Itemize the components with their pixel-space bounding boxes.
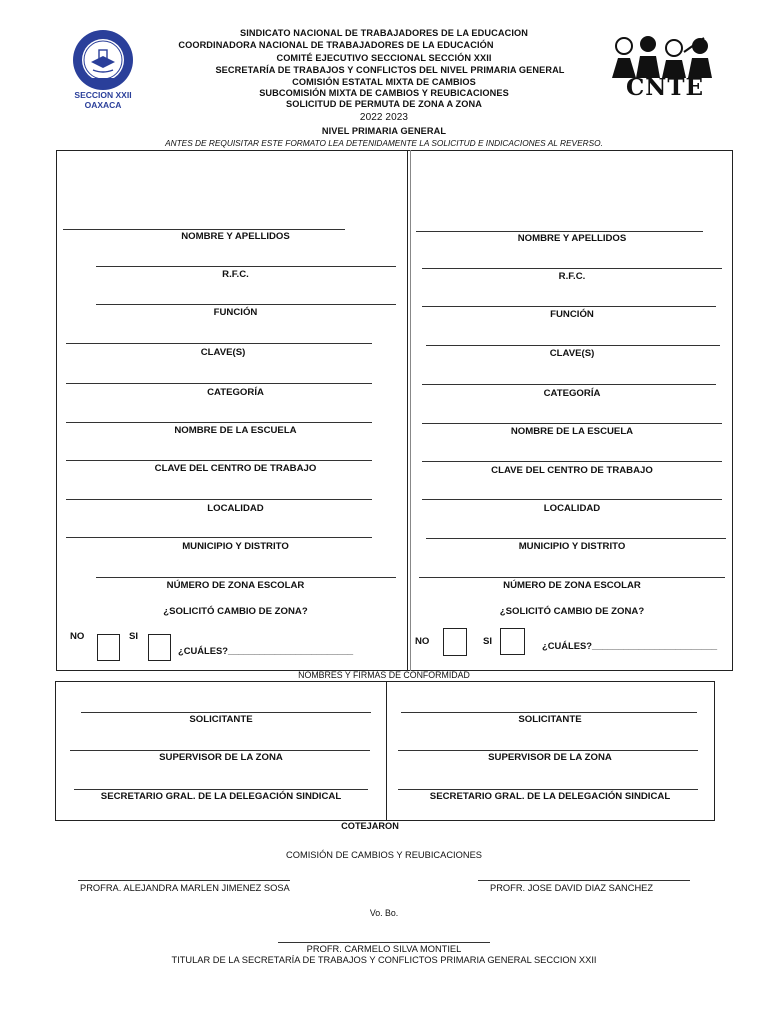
left-clave-field[interactable] <box>66 343 372 344</box>
signer-bottom-name: PROFR. CARMELO SILVA MONTIEL <box>306 944 462 954</box>
right-escuela-label: NOMBRE DE LA ESCUELA <box>510 426 634 437</box>
cotejaron-label: COTEJARON <box>341 821 399 831</box>
right-zona-field[interactable] <box>419 577 725 578</box>
header-line-2: COORDINADORA NACIONAL DE TRABAJADORES DE LA EDUCACIÓN <box>178 40 494 50</box>
left-municipio-field[interactable] <box>66 537 372 538</box>
left-no-checkbox[interactable] <box>97 634 120 661</box>
right-categoria-field[interactable] <box>422 384 716 385</box>
right-escuela-field[interactable] <box>422 423 722 424</box>
right-rfc-label: R.F.C. <box>558 271 586 282</box>
right-clave-field[interactable] <box>426 345 720 346</box>
left-categoria-field[interactable] <box>66 383 372 384</box>
left-supervisor-field[interactable] <box>70 750 370 751</box>
left-localidad-label: LOCALIDAD <box>207 503 264 514</box>
header-note: ANTES DE REQUISITAR ESTE FORMATO LEA DETENIDAMENTE LA SOLICITUD E INDICACIONES AL REVERSO. <box>165 138 603 148</box>
left-rfc-field[interactable] <box>96 266 396 267</box>
snte-logo-section: SECCION XXII <box>74 90 132 100</box>
right-municipio-label: MUNICIPIO Y DISTRITO <box>518 541 626 552</box>
cnte-figures-icon <box>606 34 720 78</box>
right-funcion-field[interactable] <box>422 306 716 307</box>
signer-right-line[interactable] <box>478 880 690 881</box>
snte-logo-city: OAXACA <box>84 100 122 110</box>
form-divider-2 <box>410 150 411 671</box>
cnte-logo <box>606 34 720 100</box>
header-line-6: SUBCOMISIÓN MIXTA DE CAMBIOS Y REUBICACIONES <box>259 88 509 98</box>
left-secretario-field[interactable] <box>74 789 368 790</box>
left-clave-ct-label: CLAVE DEL CENTRO DE TRABAJO <box>154 463 317 474</box>
commission-label: COMISIÓN DE CAMBIOS Y REUBICACIONES <box>286 850 482 860</box>
right-which-label: ¿CUÁLES?________________________ <box>542 640 718 651</box>
right-name-label: NOMBRE Y APELLIDOS <box>517 233 627 244</box>
left-si-label: SI <box>129 631 139 642</box>
left-clave-ct-field[interactable] <box>66 460 372 461</box>
left-zona-field[interactable] <box>96 577 396 578</box>
left-funcion-label: FUNCIÓN <box>213 307 258 318</box>
right-funcion-label: FUNCIÓN <box>550 309 594 320</box>
right-clave-label: CLAVE(S) <box>549 348 595 359</box>
right-localidad-label: LOCALIDAD <box>543 503 601 514</box>
right-si-checkbox[interactable] <box>500 628 525 655</box>
right-supervisor-label: SUPERVISOR DE LA ZONA <box>488 752 612 763</box>
left-funcion-field[interactable] <box>96 304 396 305</box>
left-clave-label: CLAVE(S) <box>200 347 246 358</box>
header-year: 2022 2023 <box>359 112 409 123</box>
signer-bottom-title: TITULAR DE LA SECRETARÍA DE TRABAJOS Y CONFLICTOS PRIMARIA GENERAL SECCION XXII <box>171 955 597 965</box>
left-no-label: NO <box>70 631 85 642</box>
left-escuela-field[interactable] <box>66 422 372 423</box>
left-secretario-label: SECRETARIO GRAL. DE LA DELEGACIÓN SINDICAL <box>100 791 342 802</box>
vobo-label: Vo. Bo. <box>369 908 399 918</box>
left-supervisor-label: SUPERVISOR DE LA ZONA <box>159 752 283 763</box>
header-level: NIVEL PRIMARIA GENERAL <box>321 126 447 136</box>
header-line-5: COMISIÓN ESTATAL MIXTA DE CAMBIOS <box>292 77 476 87</box>
right-localidad-field[interactable] <box>422 499 722 500</box>
left-name-label: NOMBRE Y APELLIDOS <box>181 231 290 242</box>
right-clave-ct-field[interactable] <box>422 461 722 462</box>
right-supervisor-field[interactable] <box>398 750 698 751</box>
right-solicitante-field[interactable] <box>401 712 697 713</box>
snte-logo <box>62 28 144 112</box>
right-no-checkbox[interactable] <box>443 628 467 656</box>
signer-left-line[interactable] <box>78 880 290 881</box>
signer-left-name: PROFRA. ALEJANDRA MARLEN JIMENEZ SOSA <box>80 883 290 893</box>
left-zona-label: NÚMERO DE ZONA ESCOLAR <box>166 580 305 591</box>
left-solicitante-field[interactable] <box>81 712 371 713</box>
snte-seal-icon <box>62 28 144 92</box>
left-solicitante-label: SOLICITANTE <box>189 714 253 725</box>
left-categoria-label: CATEGORÍA <box>207 387 264 398</box>
cnte-logo-text: CNTE <box>626 74 704 101</box>
left-escuela-label: NOMBRE DE LA ESCUELA <box>174 425 297 436</box>
left-question: ¿SOLICITÓ CAMBIO DE ZONA? <box>163 606 308 617</box>
right-no-label: NO <box>415 636 430 647</box>
right-secretario-label: SECRETARIO GRAL. DE LA DELEGACIÓN SINDICAL <box>429 791 671 802</box>
header-line-4: SECRETARÍA DE TRABAJOS Y CONFLICTOS DEL NIVEL PRIMARIA GENERAL <box>215 65 565 75</box>
left-rfc-label: R.F.C. <box>222 269 249 280</box>
right-si-label: SI <box>483 636 493 647</box>
right-rfc-field[interactable] <box>422 268 722 269</box>
right-categoria-label: CATEGORÍA <box>543 388 601 399</box>
left-name-field[interactable] <box>63 229 345 230</box>
right-solicitante-label: SOLICITANTE <box>518 714 582 725</box>
left-municipio-label: MUNICIPIO Y DISTRITO <box>182 541 289 552</box>
left-localidad-field[interactable] <box>66 499 372 500</box>
right-clave-ct-label: CLAVE DEL CENTRO DE TRABAJO <box>491 465 653 476</box>
right-secretario-field[interactable] <box>398 789 698 790</box>
left-which-label: ¿CUÁLES?________________________ <box>178 645 354 656</box>
header-line-7: SOLICITUD DE PERMUTA DE ZONA A ZONA <box>286 99 482 109</box>
signer-right-name: PROFR. JOSE DAVID DIAZ SANCHEZ <box>490 883 654 893</box>
right-zona-label: NÚMERO DE ZONA ESCOLAR <box>503 580 641 591</box>
right-municipio-field[interactable] <box>426 538 726 539</box>
header-line-1: SINDICATO NACIONAL DE TRABAJADORES DE LA EDUCACION <box>240 28 528 38</box>
right-question: ¿SOLICITÓ CAMBIO DE ZONA? <box>499 606 645 617</box>
form-divider <box>407 150 408 671</box>
header-line-3: COMITÉ EJECUTIVO SECCIONAL SECCIÓN XXII <box>276 53 492 63</box>
signer-bottom-line[interactable] <box>278 942 490 943</box>
left-si-checkbox[interactable] <box>148 634 171 661</box>
conformity-title: NOMBRES Y FIRMAS DE CONFORMIDAD <box>298 670 470 680</box>
right-name-field[interactable] <box>416 231 703 232</box>
